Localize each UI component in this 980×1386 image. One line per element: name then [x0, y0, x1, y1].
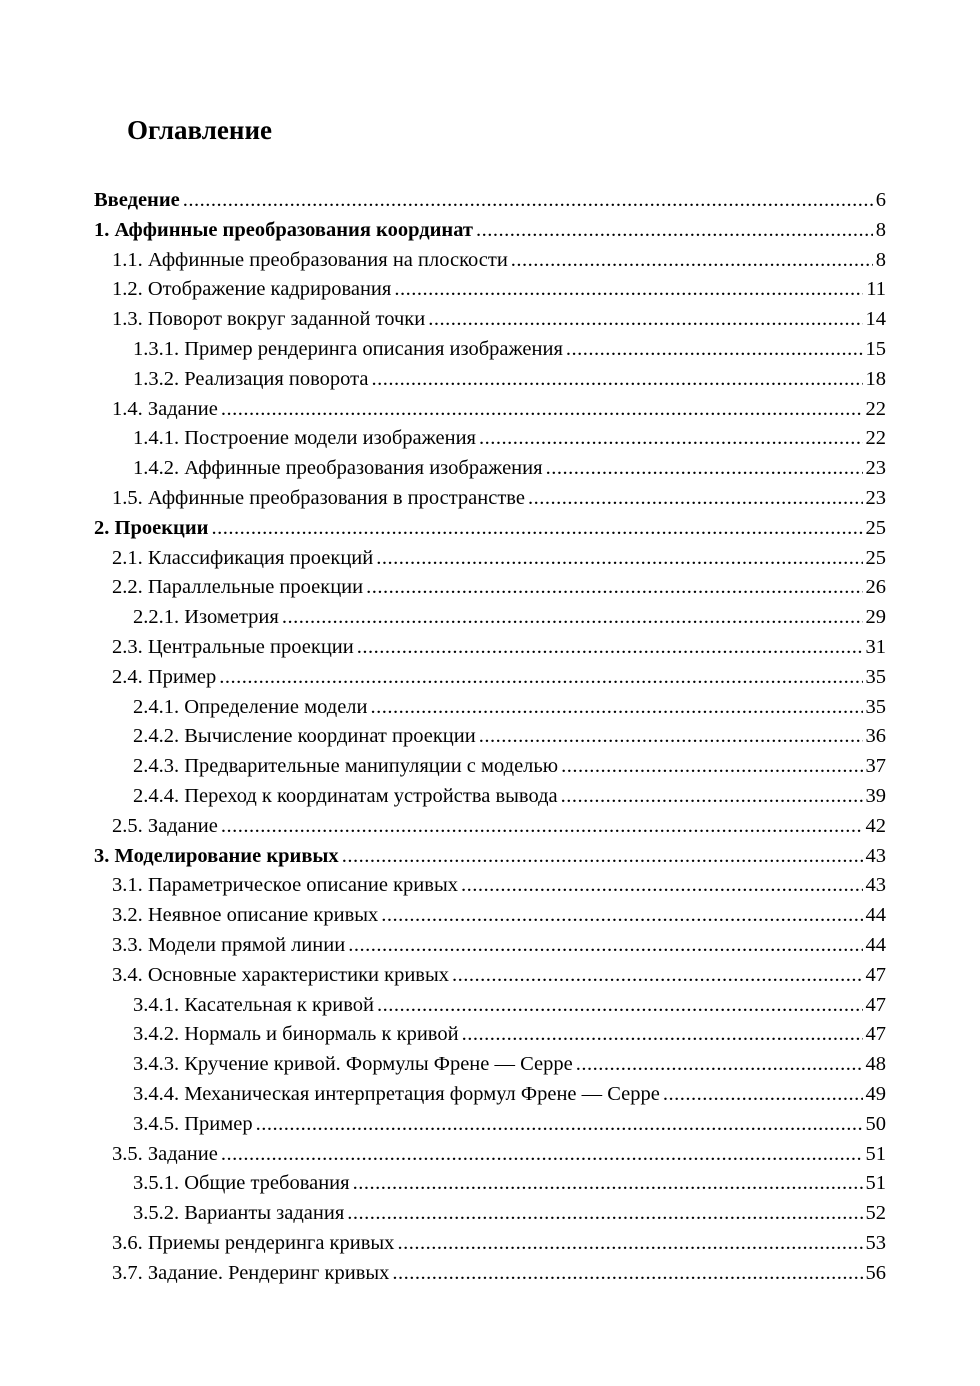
toc-entry-page-number: 22	[865, 397, 886, 420]
toc-entry-page-number: 31	[865, 635, 886, 658]
toc-entry[interactable]	[94, 991, 886, 1021]
toc-entry[interactable]	[94, 186, 886, 216]
toc-entry-label: 3.5. Задание	[112, 1142, 218, 1165]
toc-entry[interactable]	[94, 693, 886, 723]
toc-entry[interactable]	[94, 663, 886, 693]
toc-entry-page-number: 43	[865, 844, 886, 867]
toc-entry[interactable]	[94, 514, 886, 544]
toc-entry[interactable]	[94, 246, 886, 276]
toc-dot-leader	[461, 871, 863, 901]
toc-dot-leader	[221, 1140, 863, 1170]
toc-entry[interactable]	[94, 961, 886, 991]
toc-dot-leader	[561, 752, 862, 782]
toc-entry-page-number: 44	[865, 904, 886, 927]
toc-entry-page-number: 48	[865, 1053, 886, 1076]
toc-entry-label: 3.1. Параметрическое описание кривых	[112, 874, 458, 897]
toc-entry-label: 1.4.1. Построение модели изображения	[133, 427, 476, 450]
toc-entry[interactable]	[94, 1169, 886, 1199]
toc-entry-label: 2.2. Параллельные проекции	[112, 576, 364, 599]
toc-entry-page-number: 49	[865, 1082, 886, 1105]
toc-entry[interactable]	[94, 842, 886, 872]
toc-entry-page-number: 44	[865, 933, 886, 956]
toc-entry-page-number: 6	[875, 189, 886, 211]
toc-dot-leader	[511, 246, 873, 276]
toc-entry-label: 1.2. Отображение кадрирования	[112, 278, 392, 301]
toc-dot-leader	[282, 603, 863, 633]
toc-entry-label: 2.1. Классификация проекций	[112, 546, 374, 569]
toc-entry-label: 1.3.2. Реализация поворота	[133, 367, 369, 390]
toc-entry[interactable]	[94, 633, 886, 663]
toc-dot-leader	[348, 931, 862, 961]
toc-entry-label: Введение	[94, 189, 180, 211]
toc-entry-page-number: 53	[865, 1231, 886, 1254]
toc-entry-page-number: 26	[865, 576, 886, 599]
toc-entry[interactable]	[94, 424, 886, 454]
toc-entry-page-number: 35	[865, 665, 886, 688]
toc-entry-label: 1. Аффинные преобразования координат	[94, 218, 473, 241]
toc-entry-page-number: 51	[865, 1172, 886, 1195]
toc-dot-leader	[183, 186, 873, 216]
toc-entry-label: 3.4.2. Нормаль и бинормаль к кривой	[133, 1023, 459, 1046]
toc-entry-label: 2.3. Центральные проекции	[112, 635, 354, 658]
toc-entry-page-number: 37	[865, 755, 886, 778]
toc-entry-label: 3.4.5. Пример	[133, 1112, 253, 1135]
toc-entry[interactable]	[94, 454, 886, 484]
toc-entry[interactable]	[94, 722, 886, 752]
toc-entry[interactable]	[94, 335, 886, 365]
toc-entry-page-number: 51	[865, 1142, 886, 1165]
toc-dot-leader	[371, 365, 862, 395]
toc-entry-label: 3.3. Модели прямой линии	[112, 933, 346, 956]
toc-entry-page-number: 23	[865, 486, 886, 509]
toc-entry-label: 3.6. Приемы рендеринга кривых	[112, 1231, 395, 1254]
toc-entry[interactable]	[94, 365, 886, 395]
toc-entry-label: 1.5. Аффинные преобразования в пространстве	[112, 486, 525, 509]
toc-entry[interactable]	[94, 1199, 886, 1229]
toc-dot-leader	[462, 1020, 863, 1050]
toc-entry[interactable]	[94, 544, 886, 574]
toc-entry-page-number: 29	[865, 606, 886, 629]
toc-entry[interactable]	[94, 901, 886, 931]
toc-entry-page-number: 22	[865, 427, 886, 450]
toc-entry-label: 2.4.3. Предварительные манипуляции с моделью	[133, 755, 559, 778]
toc-entry-label: 3.2. Неявное описание кривых	[112, 904, 379, 927]
toc-entry[interactable]	[94, 782, 886, 812]
toc-dot-leader	[377, 991, 863, 1021]
toc-entry-page-number: 35	[865, 695, 886, 718]
toc-entry[interactable]	[94, 603, 886, 633]
toc-dot-leader	[347, 1199, 862, 1229]
toc-dot-leader	[371, 693, 863, 723]
toc-entry[interactable]	[94, 1229, 886, 1259]
toc-entry-label: 2.5. Задание	[112, 814, 218, 837]
toc-entry-page-number: 50	[865, 1112, 886, 1135]
toc-entry[interactable]	[94, 871, 886, 901]
toc-entry[interactable]	[94, 752, 886, 782]
toc-dot-leader	[342, 842, 863, 872]
toc-entry-page-number: 47	[865, 1023, 886, 1046]
toc-entry[interactable]	[94, 216, 886, 246]
toc-dot-leader	[476, 216, 873, 246]
toc-dot-leader	[221, 812, 863, 842]
toc-entry-label: 3.4.1. Касательная к кривой	[133, 993, 374, 1016]
toc-entry[interactable]	[94, 305, 886, 335]
table-of-contents	[94, 186, 886, 1288]
toc-entry-page-number: 56	[865, 1261, 886, 1284]
toc-entry[interactable]	[94, 1080, 886, 1110]
toc-dot-leader	[528, 484, 863, 514]
toc-dot-leader	[357, 633, 863, 663]
toc-dot-leader	[381, 901, 862, 931]
toc-entry[interactable]	[94, 275, 886, 305]
toc-entry-label: 2.4.1. Определение модели	[133, 695, 368, 718]
toc-entry-label: 1.1. Аффинные преобразования на плоскости	[112, 248, 508, 271]
toc-entry[interactable]	[94, 484, 886, 514]
toc-dot-leader	[219, 663, 862, 693]
toc-dot-leader	[428, 305, 862, 335]
toc-entry-page-number: 39	[865, 784, 886, 807]
toc-entry-label: 2.4.4. Переход к координатам устройства вывода	[133, 784, 558, 807]
toc-entry[interactable]	[94, 573, 886, 603]
toc-dot-leader	[376, 544, 862, 574]
toc-entry[interactable]	[94, 1050, 886, 1080]
toc-entry-label: 3.4. Основные характеристики кривых	[112, 963, 450, 986]
toc-entry-label: 3.5.1. Общие требования	[133, 1172, 350, 1195]
toc-entry-page-number: 14	[865, 308, 886, 331]
toc-entry-page-number: 18	[865, 367, 886, 390]
toc-entry-label: 3.7. Задание. Рендеринг кривых	[112, 1261, 390, 1284]
toc-dot-leader	[397, 1229, 862, 1259]
toc-entry[interactable]	[94, 931, 886, 961]
toc-entry-page-number: 47	[865, 993, 886, 1016]
toc-entry[interactable]	[94, 1259, 886, 1289]
toc-entry-label: 3.4.4. Механическая интерпретация формул Френе — Серре	[133, 1082, 660, 1105]
toc-dot-leader	[366, 573, 862, 603]
toc-dot-leader	[561, 782, 863, 812]
toc-entry-label: 2.4. Пример	[112, 665, 217, 688]
toc-entry-page-number: 36	[865, 725, 886, 748]
toc-entry[interactable]	[94, 395, 886, 425]
toc-entry-label: 2.2.1. Изометрия	[133, 606, 279, 629]
toc-entry-page-number: 42	[865, 814, 886, 837]
toc-dot-leader	[392, 1259, 862, 1289]
toc-entry-page-number: 25	[865, 546, 886, 569]
toc-entry[interactable]	[94, 1140, 886, 1170]
toc-dot-leader	[576, 1050, 863, 1080]
toc-entry-label: 1.3. Поворот вокруг заданной точки	[112, 308, 426, 331]
toc-entry-label: 1.3.1. Пример рендеринга описания изображения	[133, 337, 563, 360]
toc-entry-label: 3. Моделирование кривых	[94, 844, 339, 867]
toc-entry-label: 2.4.2. Вычисление координат проекции	[133, 725, 476, 748]
toc-dot-leader	[394, 275, 863, 305]
toc-entry-label: 3.5.2. Варианты задания	[133, 1202, 345, 1225]
toc-dot-leader	[452, 961, 862, 991]
toc-entry-label: 2. Проекции	[94, 516, 209, 539]
toc-entry-label: 1.4.2. Аффинные преобразования изображения	[133, 457, 543, 480]
toc-entry-page-number: 8	[875, 248, 886, 271]
toc-dot-leader	[221, 395, 863, 425]
toc-entry-page-number: 52	[865, 1202, 886, 1225]
toc-dot-leader	[479, 424, 863, 454]
page-title: Оглавление	[127, 115, 272, 145]
toc-dot-leader	[479, 722, 863, 752]
toc-dot-leader	[566, 335, 863, 365]
toc-entry-page-number: 8	[875, 218, 886, 241]
toc-entry-page-number: 25	[865, 516, 886, 539]
toc-entry-page-number: 23	[865, 457, 886, 480]
toc-entry[interactable]	[94, 1110, 886, 1140]
toc-dot-leader	[663, 1080, 863, 1110]
toc-dot-leader	[256, 1110, 863, 1140]
toc-entry[interactable]	[94, 1020, 886, 1050]
toc-dot-leader	[353, 1169, 863, 1199]
toc-entry-page-number: 11	[866, 278, 886, 301]
toc-entry[interactable]	[94, 812, 886, 842]
toc-entry-page-number: 47	[865, 963, 886, 986]
toc-dot-leader	[546, 454, 863, 484]
toc-entry-page-number: 43	[865, 874, 886, 897]
toc-entry-page-number: 15	[865, 337, 886, 360]
toc-entry-label: 1.4. Задание	[112, 397, 218, 420]
toc-entry-label: 3.4.3. Кручение кривой. Формулы Френе — Серре	[133, 1053, 573, 1076]
toc-dot-leader	[211, 514, 862, 544]
